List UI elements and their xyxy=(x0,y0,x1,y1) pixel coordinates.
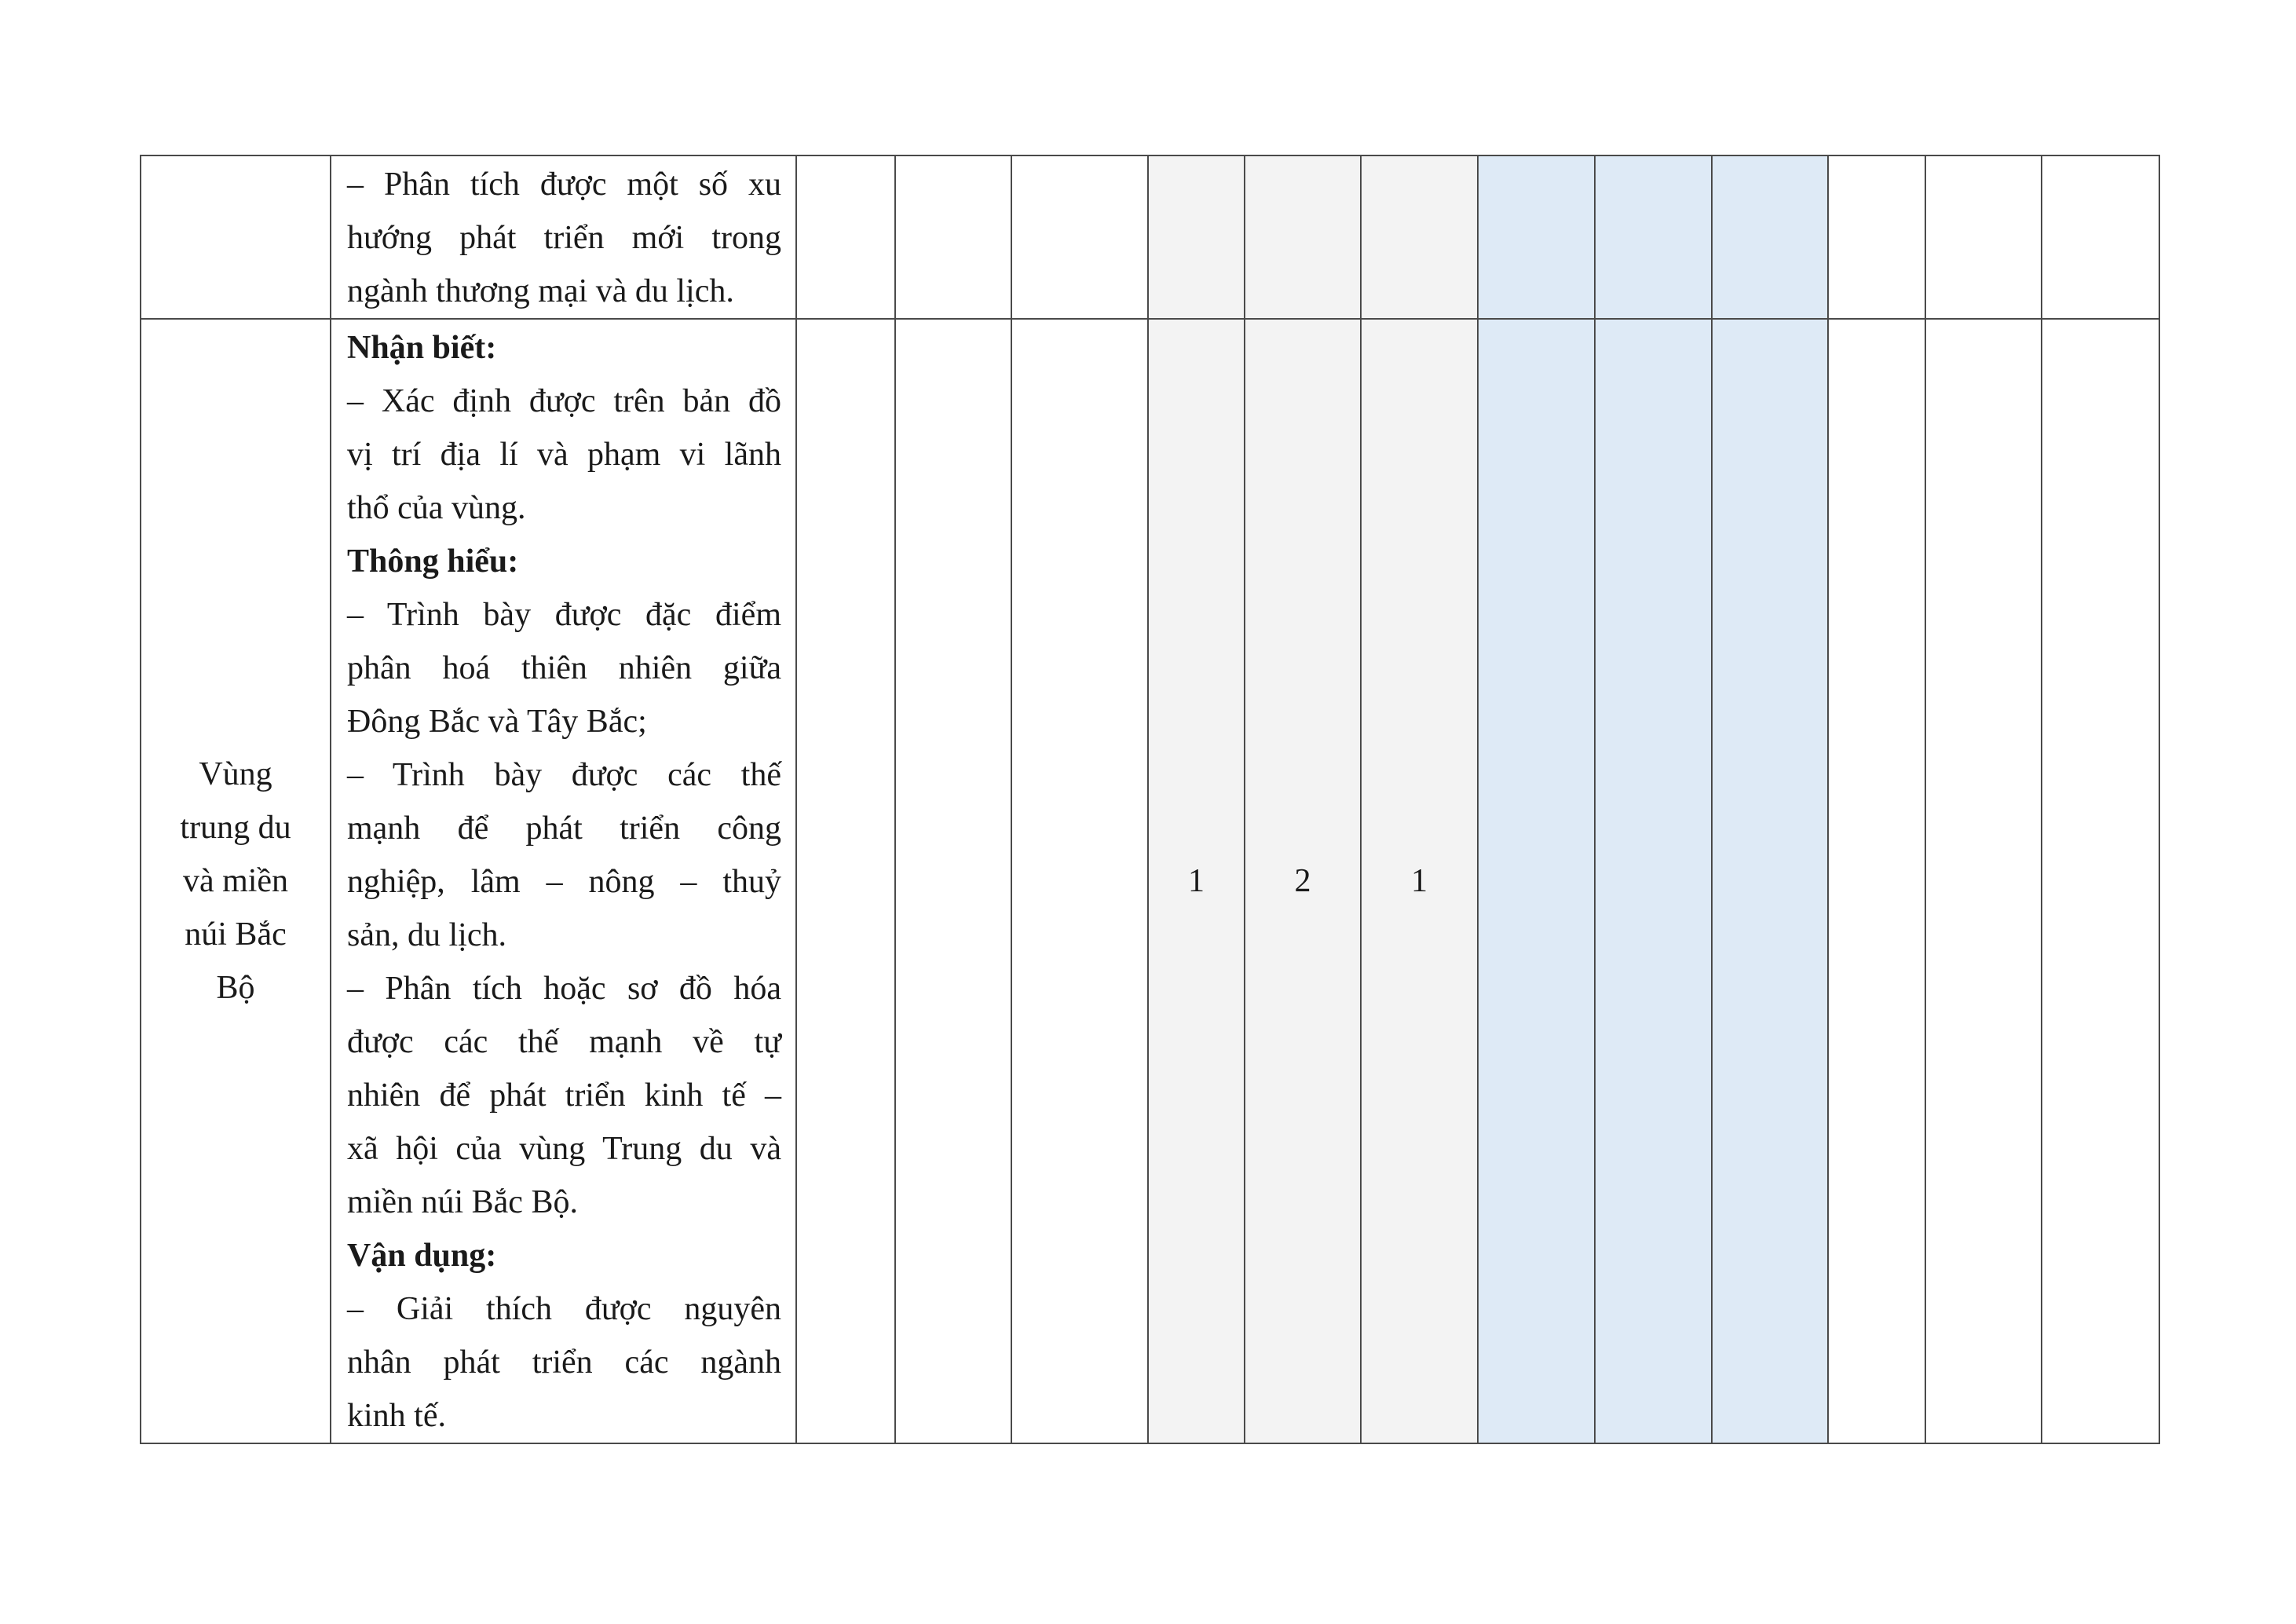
count-cell: 1 xyxy=(1148,319,1245,1443)
requirement-line: miền núi Bắc Bộ. xyxy=(347,1184,578,1220)
count-cell xyxy=(796,319,895,1443)
topic-line: Vùng xyxy=(199,756,272,792)
count-cell xyxy=(1828,319,1925,1443)
count-cell xyxy=(895,155,1011,319)
requirement-line: – Trình bày được các thế xyxy=(347,757,781,793)
specification-matrix-table xyxy=(140,155,2160,1444)
count-cell xyxy=(1828,155,1925,319)
requirement-line: – Trình bày được đặc điểm xyxy=(347,597,781,633)
topic-line: và miền xyxy=(182,863,289,899)
topic-line: Bộ xyxy=(216,970,255,1006)
requirement-line: – Phân tích hoặc sơ đồ hóa xyxy=(347,971,781,1007)
requirement-line: hướng phát triển mới trong xyxy=(347,220,781,256)
requirement-line: – Giải thích được nguyên xyxy=(347,1291,781,1327)
requirement-line: xã hội của vùng Trung du và xyxy=(347,1131,781,1167)
count-cell xyxy=(1011,319,1148,1443)
requirement-heading: Thông hiểu: xyxy=(347,543,519,580)
table-row xyxy=(141,155,2159,319)
count-cell xyxy=(796,155,895,319)
count-cell: 1 xyxy=(1361,319,1478,1443)
requirement-cell xyxy=(331,155,796,319)
count-cell: 2 xyxy=(1245,319,1361,1443)
count-cell xyxy=(1925,319,2042,1443)
count-cell xyxy=(1361,155,1478,319)
requirement-line: phân hoá thiên nhiên giữa xyxy=(347,650,781,686)
count-cell xyxy=(1712,155,1828,319)
count-cell xyxy=(895,319,1011,1443)
count-cell xyxy=(2042,155,2159,319)
count-cell xyxy=(1925,155,2042,319)
count-cell xyxy=(1011,155,1148,319)
count-cell xyxy=(1595,155,1712,319)
requirement-line: được các thế mạnh về tự xyxy=(347,1024,781,1060)
requirement-heading: Vận dụng: xyxy=(347,1238,497,1274)
topic-cell xyxy=(141,319,331,1443)
requirement-line: mạnh để phát triển công xyxy=(347,810,781,847)
topic-line: trung du xyxy=(180,810,291,846)
requirement-cell xyxy=(331,319,796,1443)
count-cell xyxy=(1712,319,1828,1443)
count-cell xyxy=(1478,319,1595,1443)
table-row xyxy=(141,319,2159,1443)
requirement-line: thổ của vùng. xyxy=(347,490,526,526)
topic-line: núi Bắc xyxy=(185,916,287,953)
requirement-line: kinh tế. xyxy=(347,1398,446,1434)
requirement-line: nhân phát triển các ngành xyxy=(347,1344,781,1381)
count-cell xyxy=(1595,319,1712,1443)
requirement-heading: Nhận biết: xyxy=(347,330,497,366)
requirement-line: ngành thương mại và du lịch. xyxy=(347,273,734,309)
requirement-line: nghiệp, lâm – nông – thuỷ xyxy=(347,864,781,900)
requirement-line: nhiên để phát triển kinh tế – xyxy=(347,1077,781,1114)
count-cell xyxy=(1148,155,1245,319)
requirement-line: – Phân tích được một số xu xyxy=(347,166,781,203)
requirement-line: sản, du lịch. xyxy=(347,917,506,953)
requirement-line: Đông Bắc và Tây Bắc; xyxy=(347,704,647,740)
topic-cell xyxy=(141,155,331,319)
count-cell xyxy=(2042,319,2159,1443)
count-cell xyxy=(1245,155,1361,319)
requirement-line: vị trí địa lí và phạm vi lãnh xyxy=(347,437,781,473)
requirement-line: – Xác định được trên bản đồ xyxy=(347,383,781,419)
count-cell xyxy=(1478,155,1595,319)
